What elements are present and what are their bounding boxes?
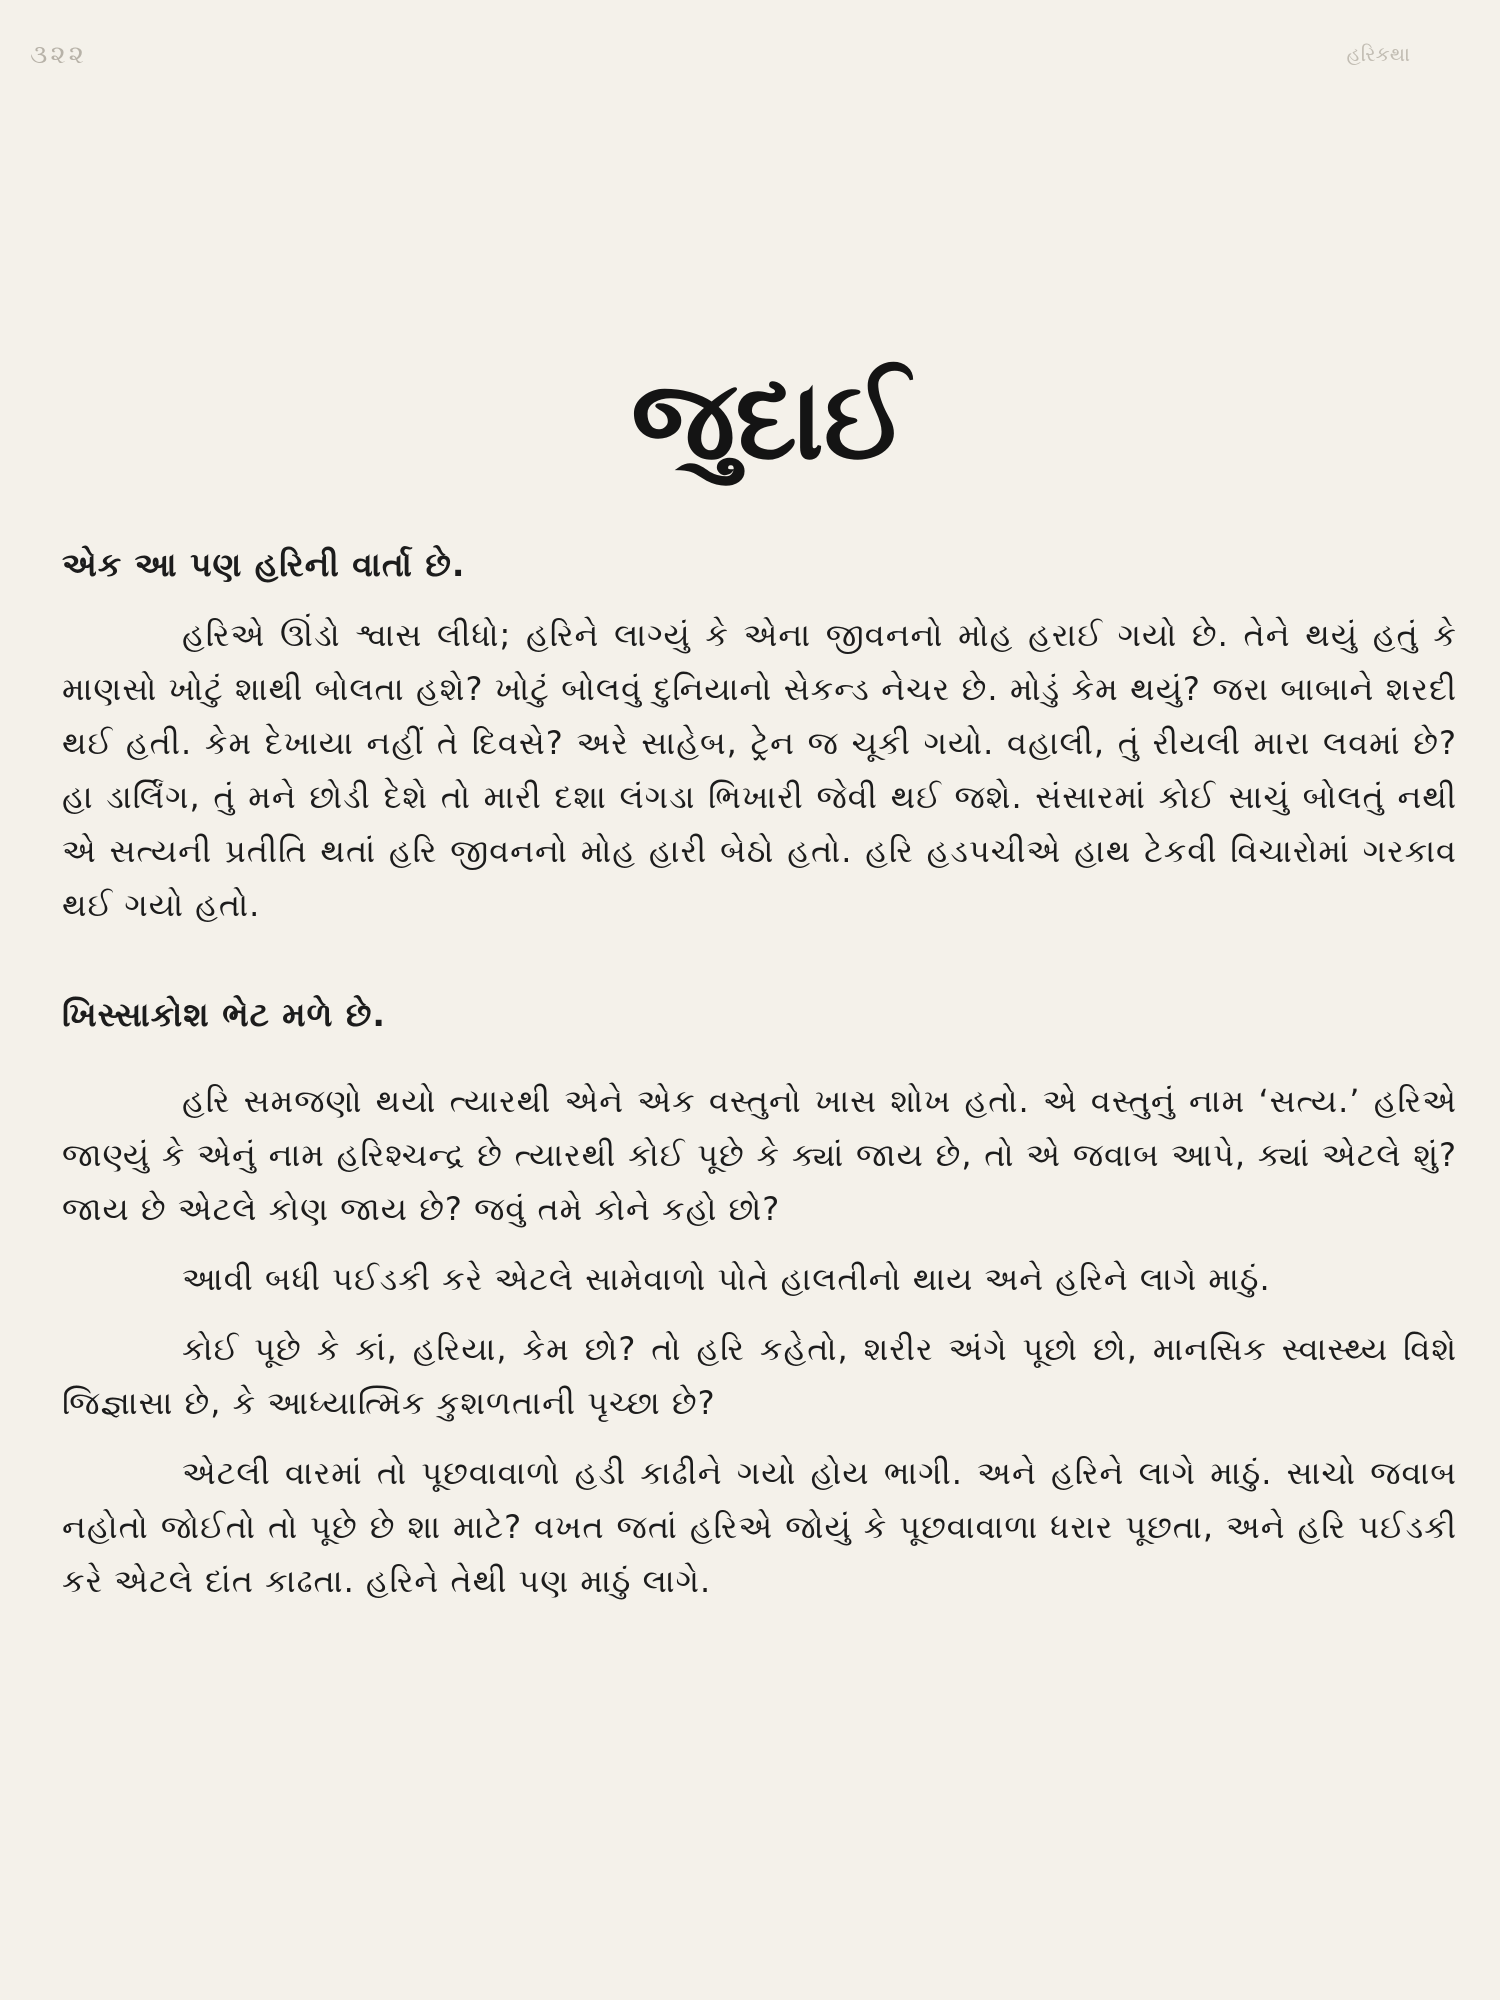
paragraph-2: હરિ સમજણો થયો ત્યારથી એને એક વસ્તુનો ખાસ શોખ હતો. એ વસ્તુનું નામ ‘સત્ય.’ હરિએ જાણ્યું કે એનું નામ હરિશ્ચન્દ્ર છે ત્યારથી કોઈ પૂછે કે ક્યાં જાય છે, તો એ જવાબ આપે, ક્યાં એટલે શું? જાય છે એટલે કોણ જાય છે? જવું તમે કોને કહો છો? xyxy=(62,1082,1457,1228)
paragraph-4: કોઈ પૂછે કે કાં, હરિયા, કેમ છો? તો હરિ કહેતો, શરીર અંગે પૂછો છો, માનસિક સ્વાસ્થ્ય વિશે જિજ્ઞાસા છે, કે આધ્યાત્મિક કુશળતાની પૃચ્છા છે? xyxy=(62,1330,1457,1422)
section-heading-1: એક આ પણ હરિની વાર્તા છે. xyxy=(62,545,466,584)
chapter-title: જુદાઈ xyxy=(631,356,909,484)
section-heading-2: ખિસ્સાકોશ ભેટ મળે છે. xyxy=(62,995,386,1034)
paragraph-5: એટલી વારમાં તો પૂછવાવાળો હડી કાઢીને ગયો હોય ભાગી. અને હરિને લાગે માઠું. સાચો જવાબ નહોતો જોઈતો તો પૂછે છે શા માટે? વખત જતાં હરિએ જોયું કે પૂછવાવાળા ધરાર પૂછતા, અને હરિ પઈડકી કરે એટલે દાંત કાઢતા. હરિને તેથી પણ માઠું લાગે. xyxy=(62,1454,1457,1600)
chapter-body xyxy=(62,540,1457,1608)
paragraph-3: આવી બધી પઈડકી કરે એટલે સામેવાળો પોતે હાલતીનો થાય અને હરિને લાગે માઠું. xyxy=(182,1260,1271,1298)
page-number: ૩૨૨ xyxy=(30,40,87,70)
paragraph-gap xyxy=(62,1236,1457,1252)
section-gap xyxy=(62,932,1457,990)
paragraph-gap xyxy=(62,1306,1457,1322)
section-gap xyxy=(62,1058,1457,1074)
paragraph-gap xyxy=(62,1430,1457,1446)
paragraph-1: હરિએ ઊંડો શ્વાસ લીધો; હરિને લાગ્યું કે એના જીવનનો મોહ હરાઈ ગયો છે. તેને થયું હતું કે માણસો ખોટું શાથી બોલતા હશે? ખોટું બોલવું દુનિયાનો સેકન્ડ નેચર છે. મોડું કેમ થયું? જરા બાબાને શરદી થઈ હતી. કેમ દેખાયા નહીં તે દિવસે? અરે સાહેબ, ટ્રેન જ ચૂકી ગયો. વહાલી, તું રીયલી મારા લવમાં છે? હા ડાર્લિંગ, તું મને છોડી દેશે તો મારી દશા લંગડા ભિખારી જેવી થઈ જશે. સંસારમાં કોઈ સાચું બોલતું નથી એ સત્યની પ્રતીતિ થતાં હરિ જીવનનો મોહ હારી બેઠો હતો. હરિ હડપચીએ હાથ ટેકવી વિચારોમાં ગરકાવ થઈ ગયો હતો. xyxy=(62,616,1457,924)
running-head: હરિકથા xyxy=(1346,42,1410,66)
